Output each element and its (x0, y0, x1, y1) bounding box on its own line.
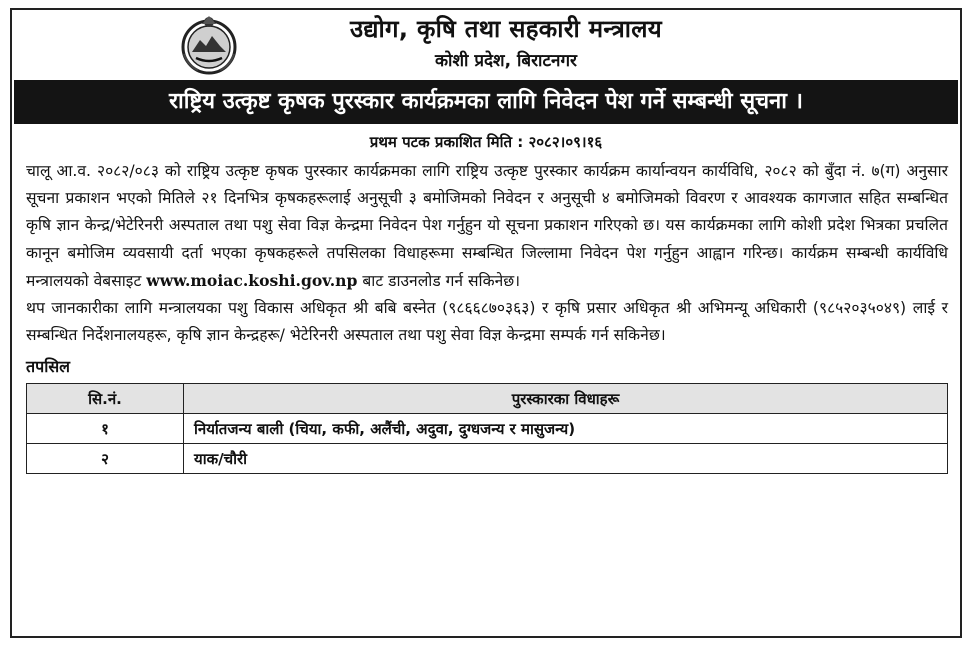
paragraph-1-tail: बाट डाउनलोड गर्न सकिनेछ। (362, 271, 521, 290)
publish-date: प्रथम पटक प्रकाशित मिति : २०८२।०९।१६ (369, 133, 603, 151)
paragraph-2: थप जानकारीका लागि मन्त्रालयका पशु विकास अधिकृत श्री बबि बस्नेत (९८६६८७०३६३) र कृषि प्रसार अधिकृत श्री अभिमन्यू अधिकारी (९८५२०३५०४९) लाई र सम्बन्धित निर्देशनालयहरू, कृषि ज्ञान केन्द्रहरू/ भेटेरिनरी अस्पताल तथा पशु सेवा विज्ञ केन्द्रमा सम्पर्क गर्न सकिनेछ। (26, 299, 948, 345)
column-header-sn: सि.नं. (27, 384, 184, 414)
tapasil-heading: तपसिल (26, 357, 71, 377)
row-category: याक/चौरी (184, 444, 948, 474)
table-row (27, 444, 948, 474)
province-subtitle: कोशी प्रदेश, बिराटनगर (435, 51, 577, 71)
ministry-website-link[interactable]: www.moiac.koshi.gov.np (146, 270, 358, 290)
notice-page (10, 8, 962, 638)
column-header-category: पुरस्कारका विधाहरू (184, 384, 948, 414)
table-header-row (27, 384, 948, 414)
row-sn: १ (27, 414, 184, 444)
table-row (27, 414, 948, 444)
ministry-title: उद्योग, कृषि तथा सहकारी मन्त्रालय (349, 15, 663, 43)
row-category: निर्यातजन्य बाली (चिया, कफी, अलैंची, अदुवा, दुग्धजन्य र मासुजन्य) (184, 414, 948, 444)
award-categories-table (26, 383, 948, 474)
paragraph-1-text: चालू आ.व. २०८२/०८३ को राष्ट्रिय उत्कृष्ट कृषक पुरस्कार कार्यक्रमका लागि राष्ट्रिय उत्कृष्ट पुरस्कार कार्यक्रम कार्यान्वयन कार्यविधि, २०८२ को बुँदा नं. ७(ग) अनुसार सूचना प्रकाशन भएको मितिले २१ दिनभित्र कृषकहरूलाई अनुसूची ३ बमोजिमको निवेदन र अनुसूची ४ बमोजिमको विवरण र आवश्यक कागजात सहित सम्बन्धित कृषि ज्ञान केन्द्र/भेटेरिनरी अस्पताल तथा पशु सेवा विज्ञ केन्द्रमा निवेदन पेश गर्नुहुन यो सूचना प्रकाशन गरिएको छ। यस कार्यक्रमका लागि कोशी प्रदेश भित्रका प्रचलित कानून बमोजिम व्यवसायी दर्ता भएका कृषकहरूले तपसिलका विधाहरूमा सम्बन्धित जिल्लामा निवेदन पेश गर्नुहुन आह्वान गरिन्छ। कार्यक्रम सम्बन्धी कार्यविधि मन्त्रालयको वेबसाइट (26, 162, 948, 290)
paragraph-1 (26, 158, 948, 295)
notice-body (26, 158, 948, 349)
notice-title-banner: राष्ट्रिय उत्कृष्ट कृषक पुरस्कार कार्यक्रमका लागि निवेदन पेश गर्ने सम्बन्धी सूचना । (14, 80, 958, 124)
row-sn: २ (27, 444, 184, 474)
header (12, 10, 960, 76)
